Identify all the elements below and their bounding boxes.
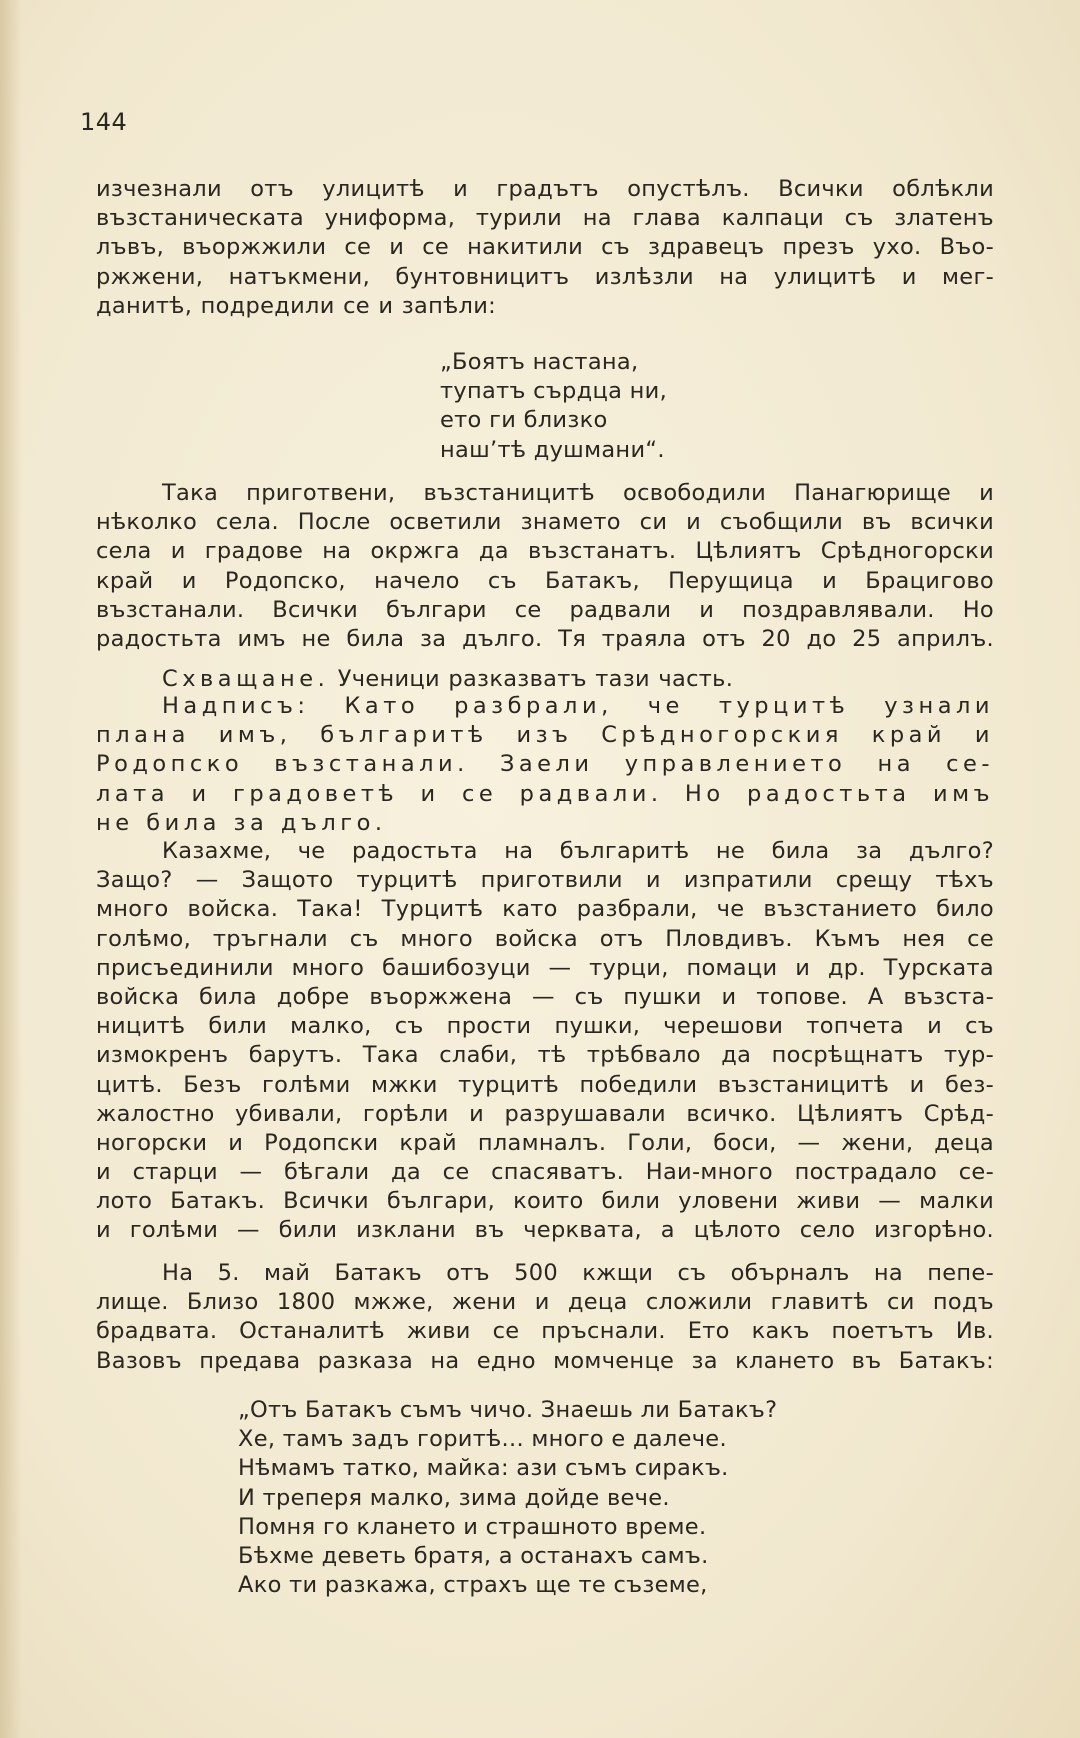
- heading-label: Надписъ:: [162, 693, 310, 719]
- comprehension-text: Ученици разказватъ тази часть.: [329, 666, 734, 692]
- text-line: Родопско възстанали. Заели управлението на се-: [96, 751, 994, 778]
- text-line: и старци — бѣгали да се спасяватъ. Наи-много пострадало се-: [96, 1159, 994, 1186]
- text-line: не била за дълго.: [96, 809, 387, 836]
- paragraph-suppression: [96, 837, 994, 1246]
- poem-line: „Отъ Батакъ съмъ чичо. Знаешь ли Батакъ?: [238, 1397, 778, 1423]
- paragraph-comprehension: [96, 665, 994, 694]
- poem-line: Бѣхме деветь братя, а останахъ самъ.: [238, 1542, 709, 1569]
- text-line: Вазовъ предава разказа на едно момченце за клането въ Батакъ:: [96, 1347, 994, 1374]
- vazov-poem-quote: [238, 1396, 777, 1600]
- text-line: много войска. Така! Турцитѣ като разбрали, че възстанието било: [96, 896, 994, 923]
- poem-line: И треперя малко, зима дойде вече.: [238, 1484, 670, 1511]
- text-line: възстанали. Всички българи се радвали и поздравлявали. Но: [96, 596, 994, 623]
- text-line: [96, 692, 994, 721]
- text-line: [96, 665, 994, 694]
- text-line: ногорски и Родопски край пламналъ. Голи, боси, — жени, деца: [96, 1129, 994, 1156]
- heading-text: Като разбрали, че турцитѣ узнали: [309, 693, 994, 719]
- text-line: лъвъ, въоржжили се и се накитили съ здравецъ презъ ухо. Въо-: [96, 234, 994, 261]
- paragraph-batak: [96, 1259, 994, 1376]
- poem-line: Хе, тамъ задъ горитѣ... много е далече.: [238, 1426, 727, 1453]
- poem-line: Нѣмамъ татко, майка: ази съмъ сиракъ.: [238, 1455, 729, 1482]
- page-spine-shadow: [0, 0, 22, 1738]
- text-line: ржжени, натъкмени, бунтовницитъ излѣзли на улицитѣ и мег-: [96, 263, 994, 290]
- text-line: войска била добре въоржжена — съ пушки и топове. А възста-: [96, 983, 994, 1010]
- page-number: 144: [80, 108, 128, 136]
- text-line: край и Родопско, начело съ Батакъ, Перущица и Брацигово: [96, 567, 994, 594]
- paragraph-liberation: [96, 479, 994, 654]
- comprehension-label: Схващане.: [162, 666, 330, 692]
- poem-line: наш’тѣ душмани“.: [440, 436, 665, 463]
- text-line: присъединили много башибозуци — турци, помаци и др. Турската: [96, 954, 994, 981]
- text-line: ницитѣ били малко, съ прости пушки, черешови топчета и съ: [96, 1013, 994, 1040]
- text-line: данитѣ, подредили се и запѣли:: [96, 292, 497, 319]
- text-line: Защо? — Защото турцитѣ приготвили и изпратили срещу тѣхъ: [96, 867, 994, 894]
- text-line: лище. Близо 1800 мжже, жени и деца сложили главитѣ си подъ: [96, 1289, 994, 1316]
- text-line: цитѣ. Безъ голѣми мжки турцитѣ победили възстаницитѣ и без-: [96, 1071, 994, 1098]
- text-line: възстаническата униформа, турили на глава калпаци съ златенъ: [96, 205, 994, 232]
- paragraph-uprising-preparation: [96, 175, 994, 321]
- text-line: плана имъ, българитѣ изъ Срѣдногорския край и: [96, 722, 994, 749]
- text-line: села и градове на окржга да възстанатъ. Цѣлиятъ Срѣдногорски: [96, 538, 994, 565]
- text-line: голѣмо, тръгнали съ много войска отъ Пловдивъ. Къмъ нея се: [96, 925, 994, 952]
- text-line: радостьта имъ не била за дълго. Тя траяла отъ 20 до 25 априлъ.: [96, 625, 994, 652]
- poem-line: ето ги близко: [440, 407, 608, 434]
- paragraph-heading-summary: [96, 692, 994, 838]
- poem-line: „Боятъ настана,: [440, 349, 639, 375]
- text-line: брадвата. Останалитѣ живи се пръснали. Ето какъ поетътъ Ив.: [96, 1318, 994, 1345]
- text-line: изчезнали отъ улицитѣ и градътъ опустѣлъ. Всички облѣкли: [96, 176, 994, 202]
- text-line: нѣколко села. После осветили знамето си и съобщили въ всички: [96, 509, 994, 536]
- text-line: Казахме, че радостьта на българитѣ не била за дълго?: [162, 838, 994, 864]
- text-line: На 5. май Батакъ отъ 500 кжщи съ обърналъ на пепе-: [162, 1260, 994, 1286]
- song-quote: [440, 348, 667, 465]
- text-line: жалостно убивали, горѣли и разрушавали всичко. Цѣлиятъ Срѣд-: [96, 1100, 994, 1127]
- text-line: измокренъ барутъ. Така слаби, тѣ трѣбвало да посрѣщнатъ тур-: [96, 1042, 994, 1069]
- text-line: Така приготвени, възстаницитѣ освободили Панагюрище и: [162, 480, 994, 506]
- poem-line: Ако ти разкажа, страхъ ще те съземе,: [238, 1572, 708, 1599]
- poem-line: Помня го клането и страшното време.: [238, 1513, 707, 1540]
- text-line: и голѣми — били изклани въ черквата, а цѣлото село изгорѣно.: [96, 1217, 994, 1244]
- poem-line: тупатъ сърдца ни,: [440, 378, 668, 405]
- text-line: лата и градоветѣ и се радвали. Но радостьта имъ: [96, 780, 994, 807]
- text-line: лото Батакъ. Всички българи, които били уловени живи — малки: [96, 1188, 994, 1215]
